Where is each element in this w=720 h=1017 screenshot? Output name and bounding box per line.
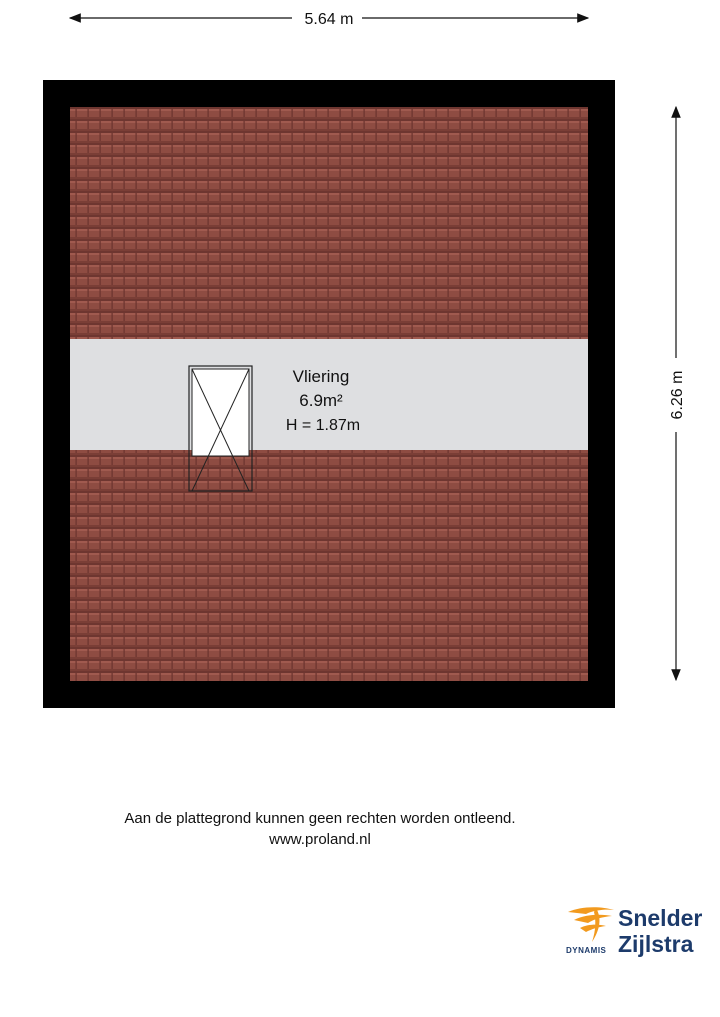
disclaimer-text: Aan de plattegrond kunnen geen rechten worden ontleend. bbox=[124, 810, 516, 827]
height-dimension bbox=[669, 107, 686, 680]
height-dimension-label: 6.26 m bbox=[669, 370, 686, 420]
brand-line1: Snelder bbox=[618, 905, 703, 931]
room-height: H = 1.87m bbox=[285, 417, 361, 434]
brand-swoosh-icon bbox=[566, 904, 616, 949]
website-text: www.proland.nl bbox=[269, 831, 371, 848]
room-area: 6.9m² bbox=[299, 391, 343, 410]
width-dimension-label: 5.64 m bbox=[304, 11, 354, 28]
room-name: Vliering bbox=[292, 367, 350, 386]
width-dimension bbox=[70, 11, 588, 28]
brand-logo bbox=[560, 900, 710, 970]
brand-line2: Zijlstra bbox=[618, 931, 694, 957]
brand-sub: DYNAMIS bbox=[566, 946, 607, 955]
